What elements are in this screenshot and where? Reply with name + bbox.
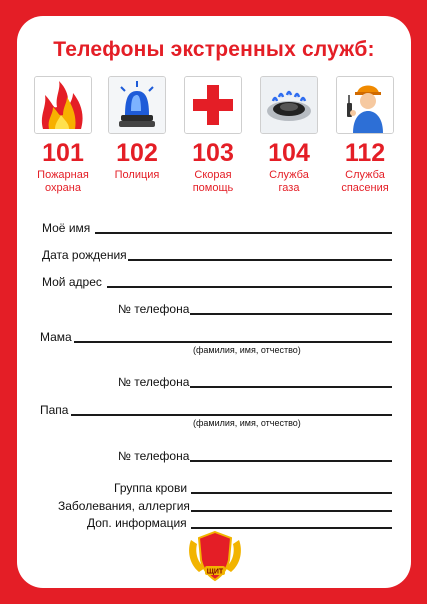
service-name: Служба газа bbox=[269, 169, 309, 194]
label-phone: № телефона bbox=[118, 302, 190, 316]
mother-phone-field[interactable] bbox=[190, 386, 392, 388]
label-diseases: Заболевания, аллергия bbox=[58, 499, 190, 513]
police-siren-icon bbox=[108, 76, 166, 134]
service-number: 103 bbox=[192, 139, 234, 167]
father-phone-field[interactable] bbox=[190, 460, 392, 462]
emblem-text: ЩИТ bbox=[206, 568, 224, 576]
emergency-card bbox=[17, 16, 411, 588]
diseases-field[interactable] bbox=[191, 510, 392, 512]
label-mother-phone: № телефона bbox=[118, 375, 190, 389]
fire-icon bbox=[34, 76, 92, 134]
service-name: Пожарная охрана bbox=[37, 169, 89, 194]
label-address: Мой адрес bbox=[42, 275, 102, 289]
mother-hint: (фамилия, имя, отчество) bbox=[193, 345, 301, 355]
service-fire bbox=[27, 76, 99, 195]
service-name: Скорая помощь bbox=[192, 169, 234, 194]
label-mother: Мама bbox=[40, 330, 72, 344]
service-police bbox=[101, 76, 173, 182]
service-number: 112 bbox=[344, 139, 386, 167]
father-hint: (фамилия, имя, отчество) bbox=[193, 418, 301, 428]
birth-date-field[interactable] bbox=[128, 259, 392, 261]
label-blood-group: Группа крови bbox=[114, 481, 188, 495]
address-field[interactable] bbox=[107, 286, 392, 288]
service-name: Полиция bbox=[114, 169, 160, 181]
rescuer-icon bbox=[336, 76, 394, 134]
service-number: 102 bbox=[116, 139, 158, 167]
label-my-name: Моё имя bbox=[42, 221, 91, 235]
service-gas bbox=[253, 76, 325, 195]
label-father-phone: № телефона bbox=[118, 449, 190, 463]
shield-emblem-icon bbox=[185, 528, 245, 584]
mother-name-field[interactable] bbox=[74, 341, 392, 343]
father-name-field[interactable] bbox=[71, 414, 392, 416]
my-name-field[interactable] bbox=[95, 232, 392, 234]
blood-group-field[interactable] bbox=[191, 492, 392, 494]
service-name: Служба спасения bbox=[341, 169, 389, 194]
gas-burner-icon bbox=[260, 76, 318, 134]
red-cross-icon bbox=[184, 76, 242, 134]
phone-field[interactable] bbox=[190, 313, 392, 315]
label-birth-date: Дата рождения bbox=[42, 248, 127, 262]
label-extra-info: Доп. информация bbox=[87, 516, 187, 530]
label-father: Папа bbox=[40, 403, 69, 417]
services-row bbox=[17, 76, 411, 221]
service-ambulance bbox=[177, 76, 249, 195]
service-rescue bbox=[329, 76, 401, 195]
page-title: Телефоны экстренных служб: bbox=[53, 38, 375, 61]
service-number: 104 bbox=[268, 139, 310, 167]
service-number: 101 bbox=[42, 139, 84, 167]
